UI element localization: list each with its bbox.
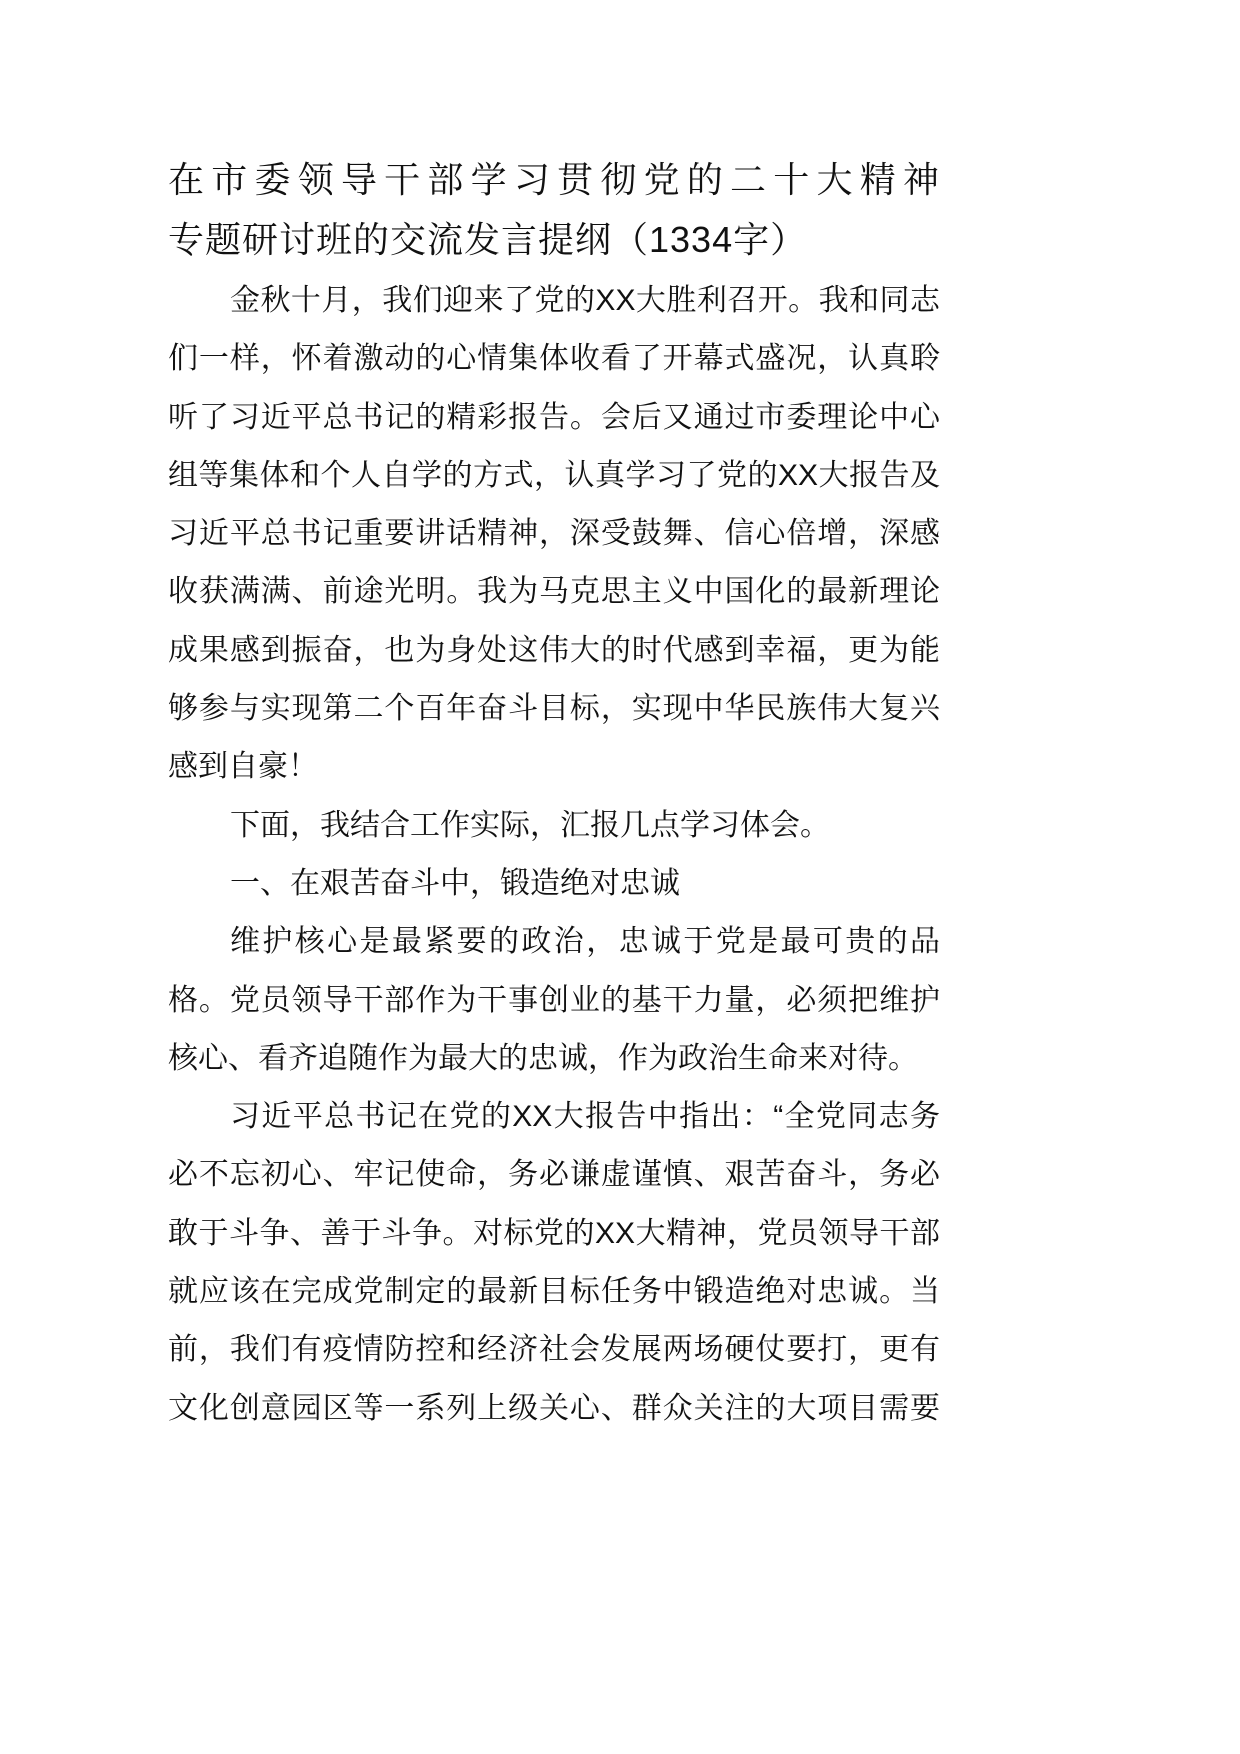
text-line: 够参与实现第二个百年奋斗目标，实现中华民族伟大复兴: [168, 692, 940, 726]
text-line: 核心、看齐追随作为最大的忠诚，作为政治生命来对待。: [168, 1041, 918, 1075]
text-line: 就应该在完成党制定的最新目标任务中锻造绝对忠诚。当: [168, 1275, 940, 1309]
text-line: 感到自豪！: [168, 750, 318, 784]
text-line: 习近平总书记在党的XX大报告中指出：“全党同志务: [230, 1100, 940, 1134]
text-line: 收获满满、前途光明。我为马克思主义中国化的最新理论: [168, 575, 940, 609]
text-line: 维护核心是最紧要的政治，忠诚于党是最可贵的品: [230, 925, 940, 959]
paragraph: [168, 913, 940, 1088]
text-line: 金秋十月，我们迎来了党的XX大胜利召开。我和同志: [230, 284, 940, 317]
title-line: 专题研讨班的交流发言提纲（1334字）: [168, 219, 808, 260]
text-line: 必不忘初心、牢记使命，务必谦虚谨慎、艰苦奋斗，务必: [168, 1158, 940, 1192]
section-heading: [168, 855, 940, 913]
text-line: 前，我们有疫情防控和经济社会发展两场硬仗要打，更有: [168, 1333, 940, 1367]
text-line: 听了习近平总书记的精彩报告。会后又通过市委理论中心: [168, 400, 940, 434]
text-line: 们一样，怀着激动的心情集体收看了开幕式盛况，认真聆: [168, 342, 940, 376]
document-page: [168, 150, 940, 1438]
title-line: 在市委领导干部学习贯彻党的二十大精神: [168, 159, 940, 200]
text-line: 文化创意园区等一系列上级关心、群众关注的大项目需要: [168, 1391, 940, 1425]
text-line: 下面，我结合工作实际，汇报几点学习体会。: [230, 808, 830, 842]
text-line: 敢于斗争、善于斗争。对标党的XX大精神，党员领导干部: [168, 1216, 940, 1250]
paragraph: [168, 272, 940, 797]
paragraph: [168, 1088, 940, 1438]
text-line: 一、在艰苦奋斗中，锻造绝对忠诚: [230, 866, 680, 900]
text-line: 格。党员领导干部作为干事创业的基干力量，必须把维护: [168, 983, 940, 1017]
paragraph: [168, 797, 940, 855]
document-title: [168, 150, 940, 270]
document-body: [168, 272, 940, 1438]
text-line: 成果感到振奋，也为身处这伟大的时代感到幸福，更为能: [168, 633, 940, 667]
text-line: 习近平总书记重要讲话精神，深受鼓舞、信心倍增，深感: [168, 517, 940, 551]
text-line: 组等集体和个人自学的方式，认真学习了党的XX大报告及: [168, 458, 940, 492]
